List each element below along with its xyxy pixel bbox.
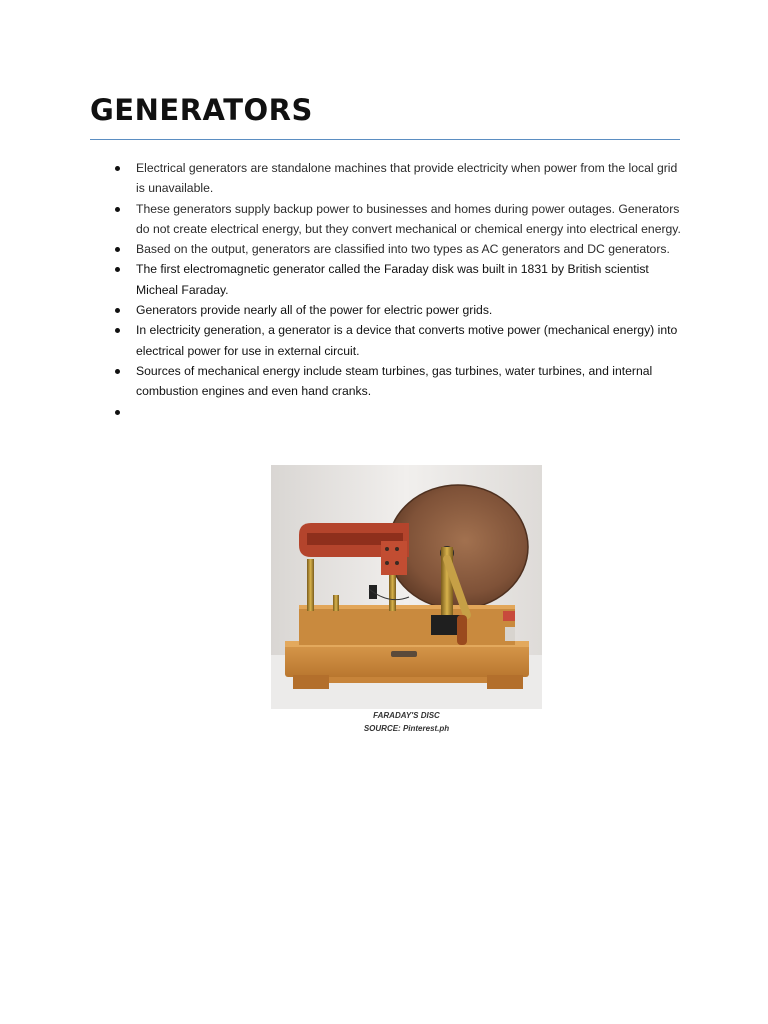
figure-caption-source: SOURCE: Pinterest.ph bbox=[363, 724, 450, 733]
list-item: Sources of mechanical energy include steam turbines, gas turbines, water turbines, and internal combustion engines and even hand cranks. bbox=[0, 361, 768, 402]
list-item: Based on the output, generators are classified into two types as AC generators and DC generators. bbox=[0, 239, 768, 259]
title-underline bbox=[90, 139, 680, 140]
faraday-disc-photo bbox=[271, 465, 542, 709]
list-item: Generators provide nearly all of the power for electric power grids. bbox=[0, 300, 768, 320]
page-title: GENERATORS bbox=[90, 93, 313, 127]
figure-caption-title: FARADAY'S DISC bbox=[373, 711, 440, 720]
bullet-list bbox=[0, 158, 768, 422]
list-item-empty bbox=[0, 402, 768, 422]
list-item: In electricity generation, a generator is a device that converts motive power (mechanical energy) into electrical power for use in external circuit. bbox=[0, 320, 768, 361]
list-item: These generators supply backup power to businesses and homes during power outages. Generators do not create electrical energy, but they convert mechanical or chemical energy into electrical energy. bbox=[0, 199, 768, 240]
list-item: The first electromagnetic generator called the Faraday disk was built in 1831 by British scientist Micheal Faraday. bbox=[0, 259, 768, 300]
list-item: Electrical generators are standalone machines that provide electricity when power from the local grid is unavailable. bbox=[0, 158, 768, 199]
